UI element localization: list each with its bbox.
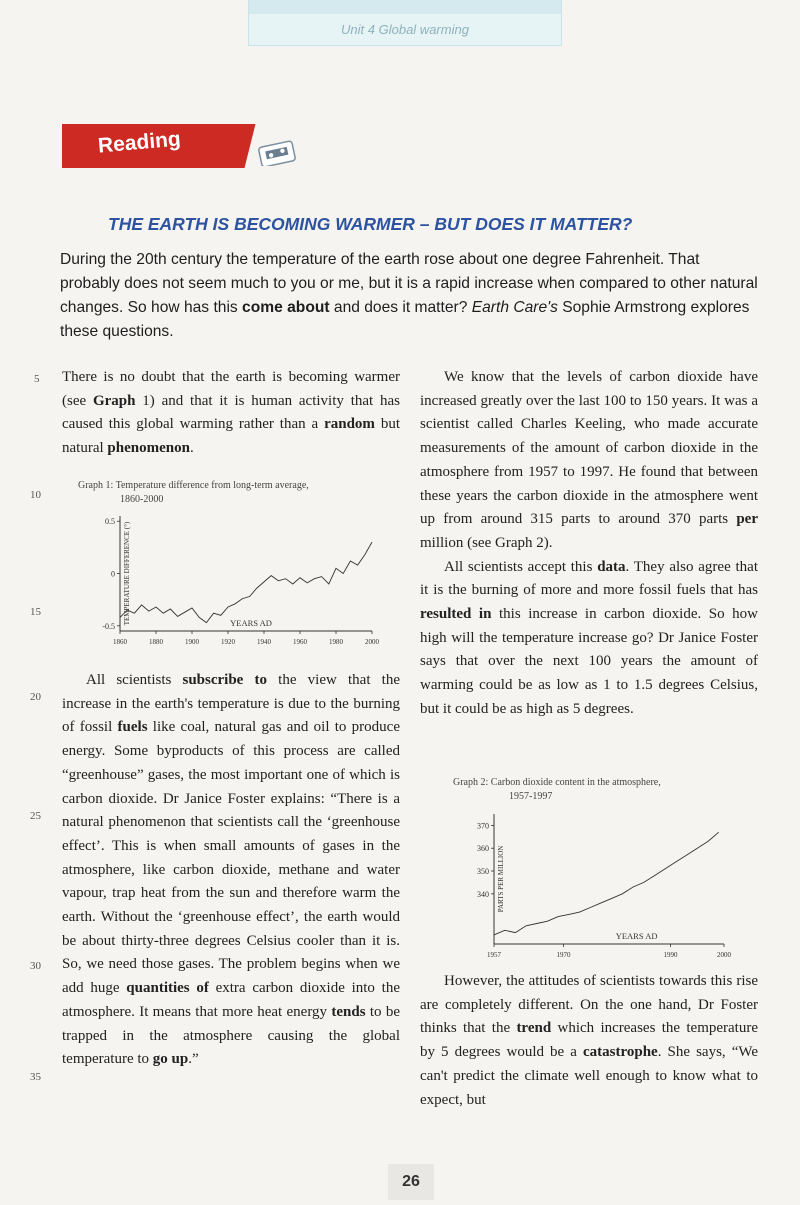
intro-bold-come-about: come about xyxy=(242,299,330,316)
x-axis-label: YEARS AD xyxy=(615,931,658,941)
bold-term-per: per xyxy=(736,511,758,528)
y-tick-label: 0.5 xyxy=(105,517,115,527)
y-tick-label: 360 xyxy=(477,844,489,854)
line-number-20: 20 xyxy=(30,691,41,703)
bold-term-random: random xyxy=(324,416,375,433)
right-paragraphs-top xyxy=(420,366,758,722)
line-number-5: 5 xyxy=(34,373,40,385)
bold-term-data: data xyxy=(597,558,626,575)
bold-term-tends: tends xyxy=(331,1003,366,1020)
text-run: like coal, natural gas and oil to produce energy. Some byproducts of this process are called “greenhouse” gases, the most important one of which is carbon dioxide. Dr Janice Foster explains: “There is a natural phenomenon that scientists call the ‘greenhouse effect’. This is when small amounts of gases in the atmosphere, like carbon dioxide, methane and water vapour, trap heat from the sun and therefore warm the earth. Without the ‘greenhouse effect’, the earth would be about thirty-three degrees Celsius cooler than it is. So, we need those gases. The problem begins when we add huge xyxy=(62,719,400,997)
intro-italic-earth-care: Earth Care's xyxy=(471,299,558,316)
x-tick-label: 1970 xyxy=(556,951,571,959)
right-paragraph-3 xyxy=(420,970,758,1112)
text-run: . They also agree that it is the burning of more and more fossil fuels that has xyxy=(420,558,758,599)
unit-title: Unit 4 Global warming xyxy=(341,22,469,37)
x-tick-label: 1880 xyxy=(149,638,163,646)
text-run: All scientists xyxy=(86,672,183,688)
intro-text-1: During the 20th century the temperature of the earth rose about one degree Fahrenheit. That probably does not seem much to you or me, but it is a rapid increase when compared to other natural changes. So how has this xyxy=(60,251,758,316)
graph-2-title-line2: 1957-1997 xyxy=(509,791,553,802)
text-run: to be trapped in the atmosphere causing the global temperature to xyxy=(62,1003,401,1068)
graph-1-title-line2: 1860-2000 xyxy=(120,494,164,505)
x-tick-label: 1957 xyxy=(487,951,501,959)
data-series-line xyxy=(494,832,719,935)
text-run: There is no doubt that the earth is becoming warmer (see xyxy=(62,369,400,409)
data-series-line xyxy=(120,542,372,623)
y-tick-label: 340 xyxy=(477,889,489,899)
article-intro xyxy=(60,248,760,344)
graph-1-title xyxy=(78,479,398,507)
x-tick-label: 1990 xyxy=(663,951,678,959)
x-axis-label: YEARS AD xyxy=(230,618,272,628)
graph-2-title-line1: Graph 2: Carbon dioxide content in the atmosphere, xyxy=(453,777,661,788)
text-run: but natural xyxy=(62,416,400,457)
x-tick-label: 2000 xyxy=(717,951,731,959)
line-number-30: 30 xyxy=(30,960,41,972)
bold-term-fuels: fuels xyxy=(117,719,148,736)
text-run: We know that the levels of carbon dioxide have increased greatly over the last 100 to 150 years. It was a scientist called Charles Keeling, who made accurate measurements of the amount of carbon dioxide in the atmosphere from 1957 to 1997. He found that between these years the carbon dioxide in the atmosphere went up from around 315 parts to around 370 parts xyxy=(420,369,758,528)
x-tick-label: 1940 xyxy=(257,638,271,646)
text-run: . xyxy=(189,440,194,457)
x-tick-label: 1980 xyxy=(329,638,343,646)
page-number: 26 xyxy=(388,1164,434,1200)
reading-section-banner xyxy=(62,124,240,168)
text-run: . She says, “We can't predict the climate well enough to know what to expect, but xyxy=(420,1044,759,1108)
y-axis-label: PARTS PER MILLION xyxy=(497,845,505,913)
x-tick-label: 1920 xyxy=(221,638,235,646)
graph-1-title-line1: Graph 1: Temperature difference from long-term average, xyxy=(78,480,309,491)
text-run: the view that the increase in the earth's temperature is due to the burning of fossil xyxy=(62,672,400,736)
x-tick-label: 1960 xyxy=(293,638,307,646)
left-paragraph-1 xyxy=(62,366,400,461)
x-tick-label: 1900 xyxy=(185,638,199,646)
text-run: which increases the temperature by 5 degrees would be a xyxy=(420,1020,758,1061)
text-run: .” xyxy=(188,1051,199,1068)
text-run: However, the attitudes of scientists towards this rise are completely different. On the one hand, Dr Foster thinks that the xyxy=(420,973,758,1037)
line-number-25: 25 xyxy=(30,810,41,822)
bold-term-resulted-in: resulted in xyxy=(420,606,492,623)
graph-2-co2-chart xyxy=(464,806,744,962)
line-number-35: 35 xyxy=(30,1071,41,1083)
bold-term-graph: Graph xyxy=(92,392,136,409)
line-number-15: 15 xyxy=(30,606,41,618)
bold-term-subscribe-to: subscribe to xyxy=(182,672,268,688)
bold-term-trend: trend xyxy=(516,1020,552,1037)
x-tick-label: 2000 xyxy=(365,638,379,646)
graph-2-title xyxy=(453,776,773,804)
unit-header-stripe xyxy=(249,0,561,14)
reading-label: Reading xyxy=(97,127,182,158)
intro-text-3: Sophie Armstrong explores these questions. xyxy=(60,299,750,340)
y-tick-label: 350 xyxy=(477,867,489,877)
intro-text-2: and does it matter? xyxy=(329,299,472,316)
y-tick-label: -0.5 xyxy=(102,621,115,631)
text-run: million (see Graph 2). xyxy=(420,534,553,551)
text-run: this increase in carbon dioxide. So how high will the temperature increase go? Dr Janice Foster says that over the next 100 years the amount of warming could be as low as 1 to 1.5 degrees Celsius, but it could be as high as 5 degrees. xyxy=(420,606,758,717)
text-run: 1) and that it is human activity that has caused this global warming rather than a xyxy=(62,392,400,433)
x-tick-label: 1860 xyxy=(113,638,127,646)
article-title: THE EARTH IS BECOMING WARMER – BUT DOES IT MATTER? xyxy=(108,214,633,234)
unit-header-tab xyxy=(248,0,562,46)
cassette-tape-icon xyxy=(258,140,296,166)
left-paragraph-2 xyxy=(62,669,400,1072)
line-number-10: 10 xyxy=(30,489,41,501)
bold-term-phenomenon: phenomenon xyxy=(107,440,190,457)
bold-term-go-up: go up xyxy=(152,1051,189,1068)
graph-1-temperature-chart xyxy=(86,506,382,666)
bold-term-quantities-of: quantities of xyxy=(126,980,209,997)
y-tick-label: 370 xyxy=(477,821,489,831)
text-run: All scientists accept this xyxy=(444,558,598,575)
y-axis-label: TEMPERATURE DIFFERENCE (°) xyxy=(123,521,131,626)
text-run: extra carbon dioxide into the atmosphere. It means that more heat energy xyxy=(62,980,400,1020)
y-tick-label: 0 xyxy=(111,569,115,579)
bold-term-catastrophe: catastrophe xyxy=(583,1044,658,1061)
